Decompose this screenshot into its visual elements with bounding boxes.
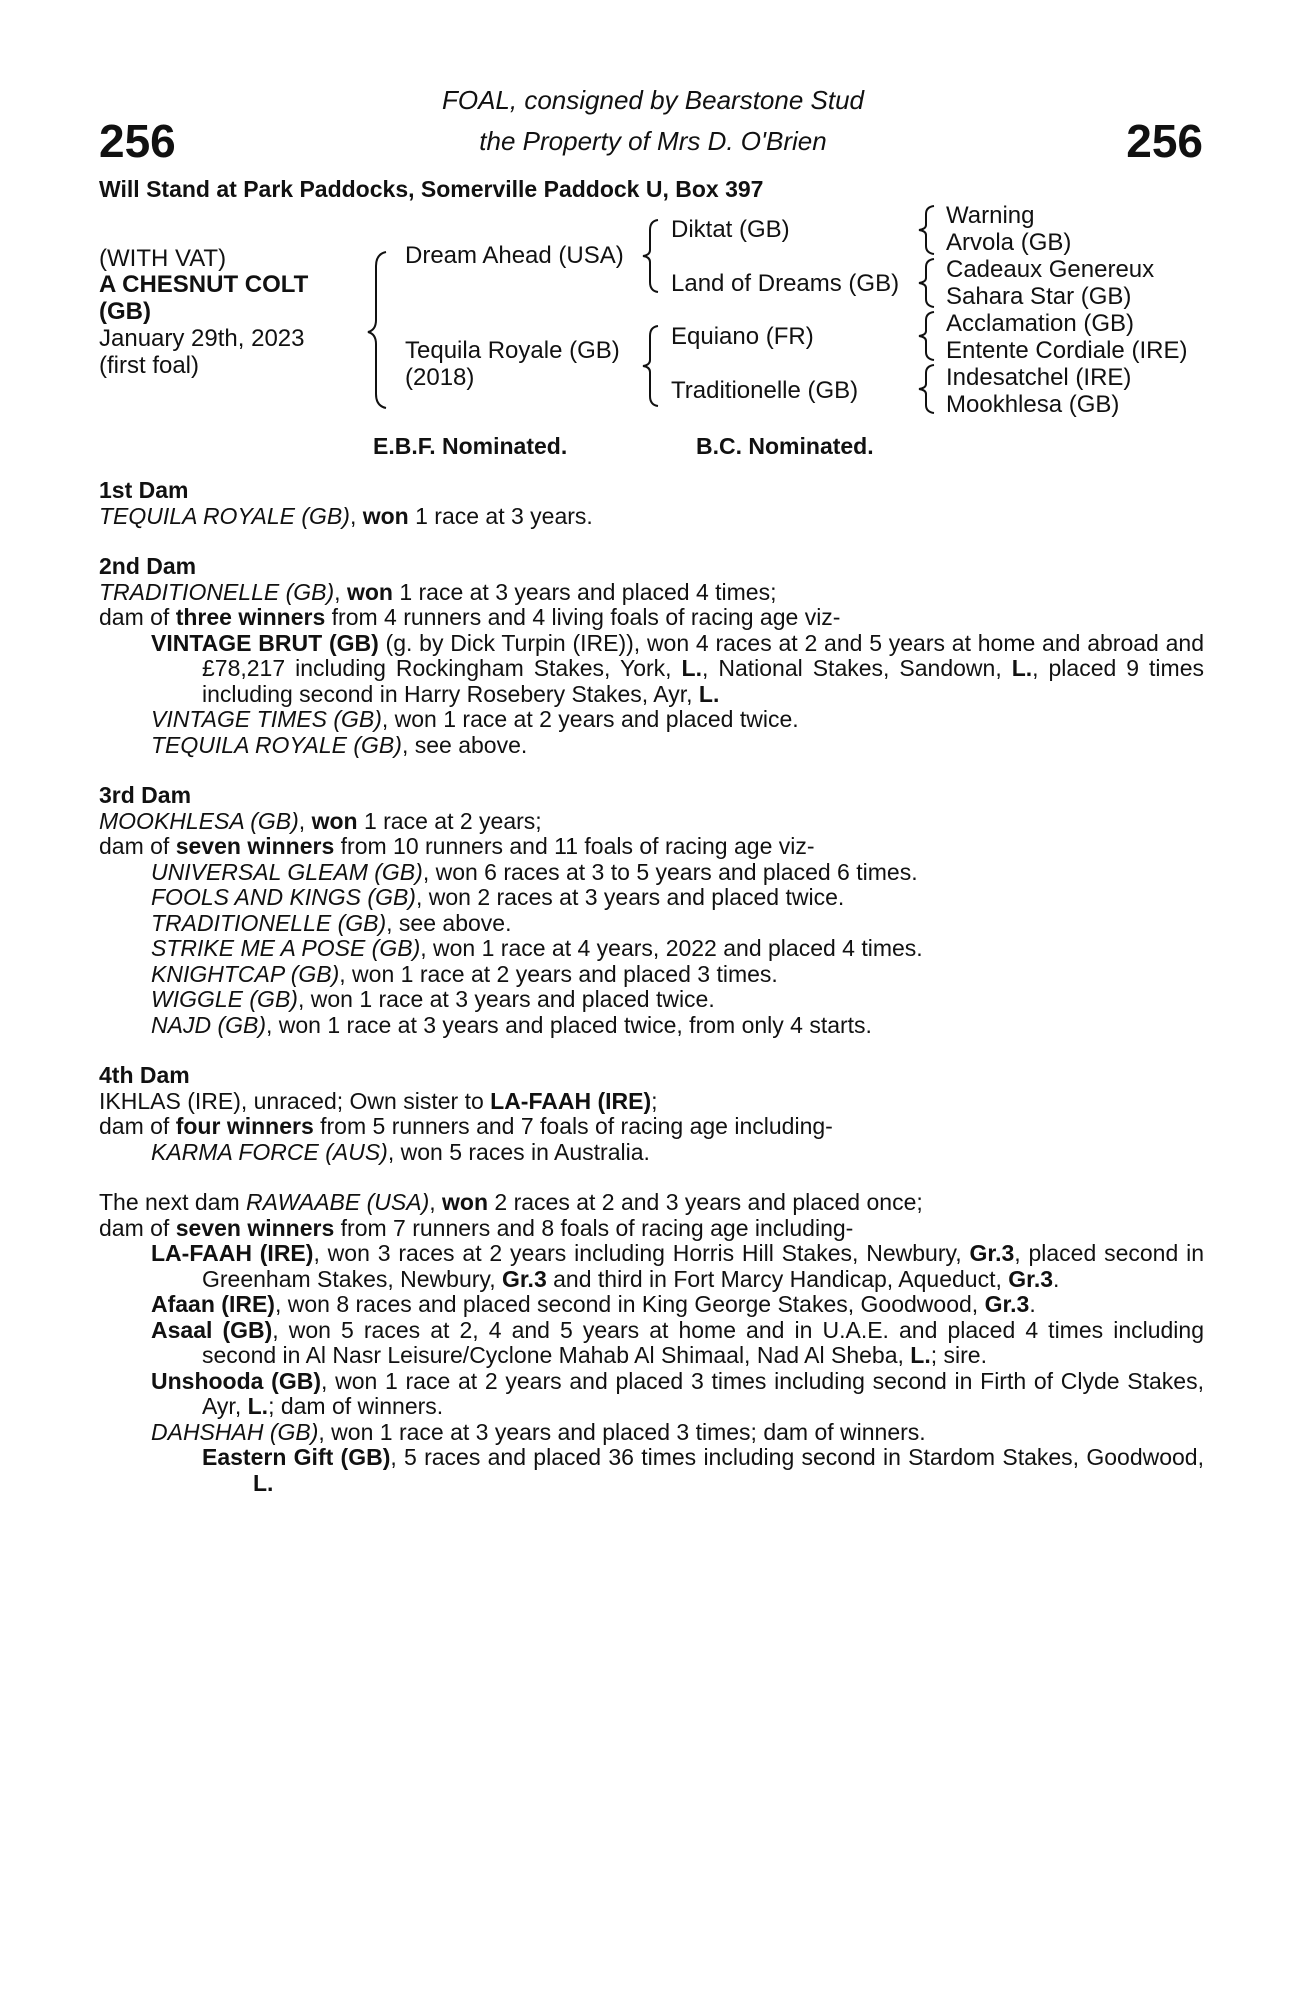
- section-heading: 1st Dam: [99, 477, 189, 503]
- progeny-record: , placed 9 times including second in Harry Rosebery Stakes, Ayr,: [202, 655, 1204, 707]
- progeny-record: , won 8 races and placed second in King George Stakes, Goodwood,: [274, 1291, 985, 1317]
- progeny-name: UNIVERSAL GLEAM (GB): [151, 858, 423, 885]
- dam-name: TEQUILA ROYALE (GB): [99, 502, 350, 529]
- listed-mark: L.: [247, 1393, 269, 1419]
- progeny-record: , won 1 race at 2 years and placed twice.: [381, 706, 799, 732]
- progeny-entry: [99, 1013, 1204, 1039]
- progeny-name: KARMA FORCE (AUS): [151, 1138, 388, 1165]
- race-record: 1 race at 3 years and placed 4 times;: [392, 578, 777, 605]
- section-heading: 2nd Dam: [99, 553, 197, 579]
- progeny-record: , won 1 race at 3 years and placed twice.: [297, 986, 715, 1012]
- lot-number-right: 256: [1126, 115, 1203, 167]
- grandsire-paternal: Diktat (GB): [671, 216, 790, 243]
- progeny-record: , won 2 races at 3 years and placed twice.: [415, 884, 845, 910]
- progeny-entry: [99, 733, 1204, 759]
- progeny-record: , won 1 race at 4 years, 2022 and placed 4 times.: [420, 935, 923, 961]
- progeny-record: , won 1 race at 2 years and placed 3 times including second in Firth of Clyde Stakes, Ayr,: [202, 1367, 1204, 1419]
- punctuation: ;: [651, 1087, 658, 1114]
- progeny-name: Asaal (GB): [151, 1316, 273, 1343]
- horse-name: A CHESNUT COLT: [99, 271, 309, 298]
- pedigree-brace-main: [364, 250, 394, 410]
- third-dam-section: 3rd Dam MOOKHLESA (GB), won 1 race at 2 years; dam of seven winners from 10 runners and 11 foals of racing age viz- UNIVERSAL GLEAM (GB), won 6 races at 3 to 5 years and placed 6 times. FOOLS AND KINGS (GB), won 2 races at 3 years and placed twice. TRADITIONELLE (GB), see above. STRIKE ME A POSE (GB), won 1 race at 4 years, 2022 and placed 4 times. KNIGHTCAP (GB), won 1 race at 2 years and placed 3 times. WIGGLE (GB), won 1 race at 3 years and placed twice. NAJD (GB), won 1 race at 3 years and placed twice, from only 4 starts.: [99, 783, 1204, 1038]
- pedigree-brace-sire: [640, 218, 664, 294]
- ancestor-3: Cadeaux Genereux: [946, 256, 1155, 283]
- punctuation: ,: [429, 1189, 443, 1215]
- progeny-entry: [99, 707, 1204, 733]
- progeny-record: , won 6 races at 3 to 5 years and placed 6 times.: [422, 858, 918, 885]
- progeny-name: NAJD (GB): [151, 1011, 266, 1038]
- ancestor-1: Warning: [946, 202, 1035, 229]
- race-record: 1 race at 3 years.: [408, 502, 593, 529]
- won-label: won: [362, 502, 409, 529]
- progeny-entry: [99, 885, 1204, 911]
- progeny-entry: [99, 1318, 1204, 1369]
- progeny-name: KNIGHTCAP (GB): [151, 960, 340, 987]
- progeny-entry: [99, 911, 1204, 937]
- listed-mark: L.: [1011, 655, 1033, 681]
- dam-name: MOOKHLESA (GB): [99, 807, 299, 834]
- ebf-nomination: E.B.F. Nominated.: [373, 433, 568, 459]
- dam-name: TRADITIONELLE (GB): [99, 578, 335, 605]
- race-record: 2 races at 2 and 3 years and placed once;: [488, 1189, 923, 1215]
- next-dam-section: [99, 1190, 1204, 1496]
- progeny-record: ; sire.: [930, 1342, 987, 1368]
- progeny-name: FOOLS AND KINGS (GB): [151, 884, 416, 910]
- fourth-dam-section: [99, 1063, 1204, 1165]
- dam-year: (2018): [405, 364, 475, 391]
- foaling-date: January 29th, 2023: [99, 325, 305, 352]
- dam-record: IKHLAS (IRE), unraced; Own sister to: [99, 1087, 491, 1114]
- progeny-record: , won 1 race at 3 years and placed twice, from only 4 starts.: [266, 1011, 872, 1038]
- progeny-record: , placed second in Greenham Stakes, Newbury,: [202, 1240, 1205, 1292]
- progeny-name: TEQUILA ROYALE (GB): [151, 731, 402, 758]
- progeny-record: , won 1 race at 2 years and placed 3 times.: [339, 960, 778, 987]
- stand-location: Will Stand at Park Paddocks, Somerville Paddock U, Box 397: [99, 176, 764, 202]
- progeny-name: TRADITIONELLE (GB): [151, 909, 387, 936]
- winners-count: four winners: [175, 1113, 314, 1139]
- progeny-record: , won 5 races at 2, 4 and 5 years at home and in U.A.E. and placed 4 times including second in Al Nasr Leisure/Cyclone Mahab Al Shimaal, Nad Al Sheba,: [202, 1316, 1204, 1368]
- listed-mark: L.: [910, 1342, 931, 1368]
- progeny-entry: [99, 1140, 1204, 1166]
- dam-of-label: dam of: [99, 833, 176, 859]
- punctuation: .: [1029, 1291, 1036, 1317]
- vat-note: (WITH VAT): [99, 245, 227, 272]
- sire-name: Dream Ahead (USA): [405, 242, 624, 269]
- ancestor-4: Sahara Star (GB): [946, 283, 1132, 310]
- runners-summary: from 4 runners and 4 living foals of racing age viz-: [325, 604, 841, 630]
- progeny-name: LA-FAAH (IRE): [151, 1240, 314, 1266]
- progeny-name: Afaan (IRE): [151, 1291, 275, 1317]
- dam-of-label: dam of: [99, 1113, 176, 1139]
- section-heading: 3rd Dam: [99, 782, 192, 808]
- winners-count: three winners: [175, 604, 326, 630]
- progeny-entry: [99, 962, 1204, 988]
- pedigree-brace-gg4: [916, 363, 940, 415]
- runners-summary: from 5 runners and 7 foals of racing age including-: [313, 1113, 833, 1139]
- dam-of-label: dam of: [99, 1214, 176, 1241]
- progeny-entry: [99, 1292, 1204, 1318]
- punctuation: .: [1053, 1265, 1060, 1292]
- listed-mark: L.: [698, 680, 720, 707]
- consignor-line: FOAL, consigned by Bearstone Stud: [441, 85, 865, 115]
- progeny-entry: [99, 860, 1204, 886]
- progeny-name: WIGGLE (GB): [151, 986, 298, 1012]
- progeny-name: DAHSHAH (GB): [151, 1418, 319, 1445]
- own-sister-name: LA-FAAH (IRE): [490, 1087, 652, 1114]
- race-record: 1 race at 2 years;: [357, 807, 542, 834]
- progeny-entry: [99, 631, 1204, 708]
- group-mark: Gr.3: [984, 1291, 1030, 1317]
- ancestor-8: Mookhlesa (GB): [946, 391, 1120, 418]
- first-dam-section: 1st Dam TEQUILA ROYALE (GB), won 1 race at 3 years.: [99, 478, 1204, 529]
- runners-summary: from 10 runners and 11 foals of racing age viz-: [334, 833, 815, 859]
- winners-count: seven winners: [175, 833, 335, 859]
- pedigree-brace-gg2: [916, 257, 940, 309]
- foal-note: (first foal): [99, 352, 200, 379]
- progeny-entry: [99, 987, 1204, 1013]
- progeny-record: (g. by Dick Turpin (IRE)), won 4 races at 2 and 5 years at home and abroad and £78,217 including Rockingham Stakes, York,: [202, 629, 1204, 681]
- ancestor-2: Arvola (GB): [946, 229, 1072, 256]
- progeny-record: , see above.: [401, 731, 528, 758]
- pedigree-brace-dam: [640, 324, 664, 408]
- listed-mark: L.: [253, 1469, 274, 1496]
- property-line: the Property of Mrs D. O'Brien: [479, 126, 827, 156]
- group-mark: Gr.3: [969, 1240, 1015, 1266]
- ancestor-6: Entente Cordiale (IRE): [946, 337, 1188, 364]
- dam-name: RAWAABE (USA): [246, 1189, 430, 1215]
- pedigree-brace-gg3: [916, 310, 940, 362]
- progeny-name: VINTAGE BRUT (GB): [151, 629, 379, 656]
- progeny-record: and third in Fort Marcy Handicap, Aqueduct,: [546, 1265, 1009, 1292]
- winners-count: seven winners: [175, 1214, 335, 1241]
- won-label: won: [442, 1189, 489, 1215]
- progeny-entry: [99, 1241, 1204, 1292]
- progeny-name: STRIKE ME A POSE (GB): [151, 935, 421, 961]
- group-mark: Gr.3: [501, 1265, 547, 1292]
- ancestor-5: Acclamation (GB): [946, 310, 1135, 337]
- horse-origin: (GB): [99, 298, 151, 325]
- progeny-record: , see above.: [386, 909, 512, 936]
- granddam-maternal: Traditionelle (GB): [671, 377, 859, 404]
- pedigree-brace-gg1: [916, 204, 940, 256]
- progeny-record: , won 3 races at 2 years including Horris Hill Stakes, Newbury,: [313, 1240, 970, 1266]
- grandsire-maternal: Equiano (FR): [671, 323, 814, 350]
- lot-number-left: 256: [99, 115, 176, 167]
- second-dam-section: 2nd Dam TRADITIONELLE (GB), won 1 race at 3 years and placed 4 times; dam of three winners from 4 runners and 4 living foals of racing age viz- VINTAGE BRUT (GB) (g. by Dick Turpin (IRE)), won 4 races at 2 and 5 years at home and abroad and £78,217 including Rockingham Stakes, York, L., National Stakes, Sandown, L., placed 9 times including second in Harry Rosebery Stakes, Ayr, L. VINTAGE TIMES (GB), won 1 race at 2 years and placed twice. TEQUILA ROYALE (GB), see above.: [99, 553, 1204, 758]
- progeny-record: ; dam of winners.: [268, 1393, 444, 1419]
- dam-name: Tequila Royale (GB): [405, 337, 620, 364]
- next-dam-label: The next dam: [99, 1189, 247, 1215]
- progeny-entry: [99, 936, 1204, 962]
- dam-of-label: dam of: [99, 604, 176, 630]
- progeny-record: , won 5 races in Australia.: [387, 1138, 650, 1165]
- progeny-record: , won 1 race at 3 years and placed 3 times; dam of winners.: [318, 1418, 926, 1445]
- runners-summary: from 7 runners and 8 foals of racing age including-: [334, 1214, 854, 1241]
- progeny-name: Eastern Gift (GB): [202, 1444, 391, 1470]
- listed-mark: L.: [681, 655, 702, 681]
- progeny-record: , National Stakes, Sandown,: [701, 655, 1012, 681]
- won-label: won: [346, 578, 393, 605]
- won-label: won: [311, 807, 358, 834]
- section-heading: 4th Dam: [99, 1062, 190, 1088]
- progeny-name: VINTAGE TIMES (GB): [151, 706, 382, 732]
- grand-progeny-entry: [99, 1445, 1204, 1496]
- progeny-name: Unshooda (GB): [151, 1367, 321, 1394]
- progeny-entry: [99, 1420, 1204, 1446]
- progeny-record: , 5 races and placed 36 times including second in Stardom Stakes, Goodwood,: [390, 1444, 1204, 1470]
- bc-nomination: B.C. Nominated.: [696, 433, 874, 459]
- group-mark: Gr.3: [1008, 1265, 1054, 1292]
- granddam-paternal: Land of Dreams (GB): [671, 270, 900, 297]
- dam-lines: [99, 478, 1204, 1521]
- progeny-entry: [99, 1369, 1204, 1420]
- ancestor-7: Indesatchel (IRE): [946, 364, 1132, 391]
